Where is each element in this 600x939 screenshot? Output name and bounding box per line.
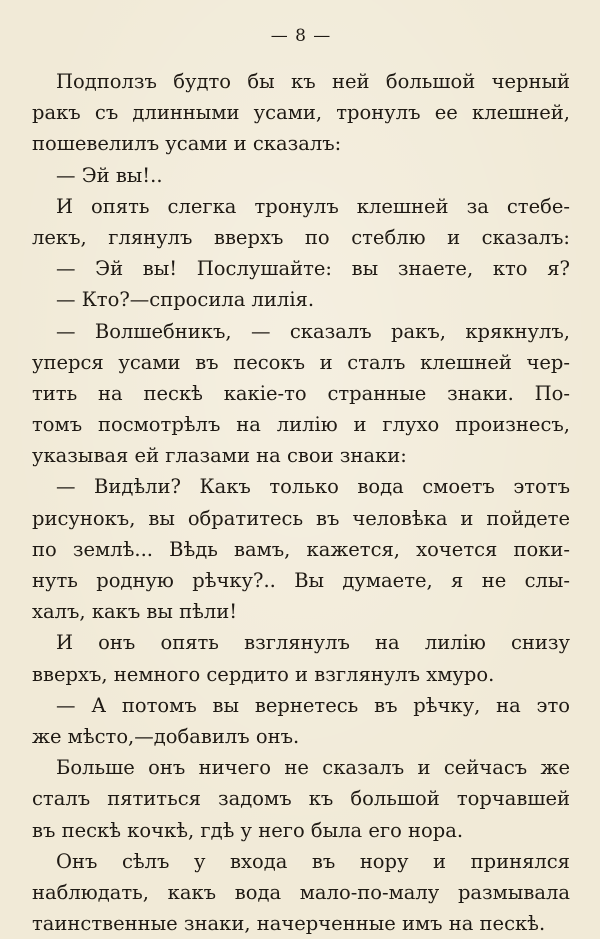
text-line: нуть родную рѣчку?.. Вы думаете, я не слы-	[32, 569, 570, 592]
text-line: указывая ей глазами на свои знаки:	[32, 444, 407, 468]
text-line: — А потомъ вы вернетесь въ рѣчку, на это	[56, 693, 570, 717]
text-line: — Эй вы!..	[56, 163, 163, 187]
text-line: Больше онъ ничего не сказалъ и сейчасъ же	[56, 756, 570, 780]
text-line: — Кто?—спросила лилія.	[56, 288, 315, 312]
text-line: томъ посмотрѣлъ на лилію и глухо произнесъ,	[32, 413, 570, 437]
text-line: же мѣсто,—добавилъ онъ.	[32, 724, 300, 748]
text-line: — Видѣли? Какъ только вода смоетъ этотъ	[56, 475, 570, 499]
text-line: И опять слегка тронулъ клешней за стебе-	[56, 194, 570, 218]
text-line: тить на пескѣ какіе-то странные знаки. По-	[32, 381, 570, 405]
text-line: въ пескѣ кочкѣ, гдѣ у него была его нора.	[32, 818, 464, 842]
page-number: — 8 —	[270, 26, 332, 46]
text-line: таинственные знаки, начерченные имъ на пескѣ.	[32, 912, 546, 936]
text-line: Подползъ будто бы къ ней большой черный	[56, 70, 570, 93]
text-line: вверхъ, немного сердито и взглянулъ хмуро.	[32, 662, 495, 686]
text-line: уперся усами въ песокъ и сталъ клешней чер-	[32, 350, 570, 374]
text-line: Онъ сѣлъ у входа въ нору и принялся	[56, 849, 570, 873]
text-line: пошевелилъ усами и сказалъ:	[32, 132, 342, 156]
text-line: сталъ пятиться задомъ къ большой торчавшей	[32, 787, 570, 811]
text-line: И онъ опять взглянулъ на лилію снизу	[56, 631, 570, 655]
text-line: лекъ, глянулъ вверхъ по стеблю и сказалъ:	[32, 225, 570, 249]
text-line: — Эй вы! Послушайте: вы знаете, кто я?	[56, 257, 570, 281]
text-line: по землѣ... Вѣдь вамъ, кажется, хочется поки-	[32, 537, 570, 561]
text-line: рисунокъ, вы обратитесь въ человѣка и пойдете	[32, 506, 570, 530]
page-body-text	[32, 66, 570, 939]
text-line: халъ, какъ вы пѣли!	[32, 600, 238, 624]
text-line: наблюдать, какъ вода мало-по-малу размывала	[32, 880, 570, 904]
text-line: ракъ съ длинными усами, тронулъ ее клешней,	[32, 101, 570, 125]
text-line: — Волшебникъ, — сказалъ ракъ, крякнулъ,	[56, 319, 570, 343]
